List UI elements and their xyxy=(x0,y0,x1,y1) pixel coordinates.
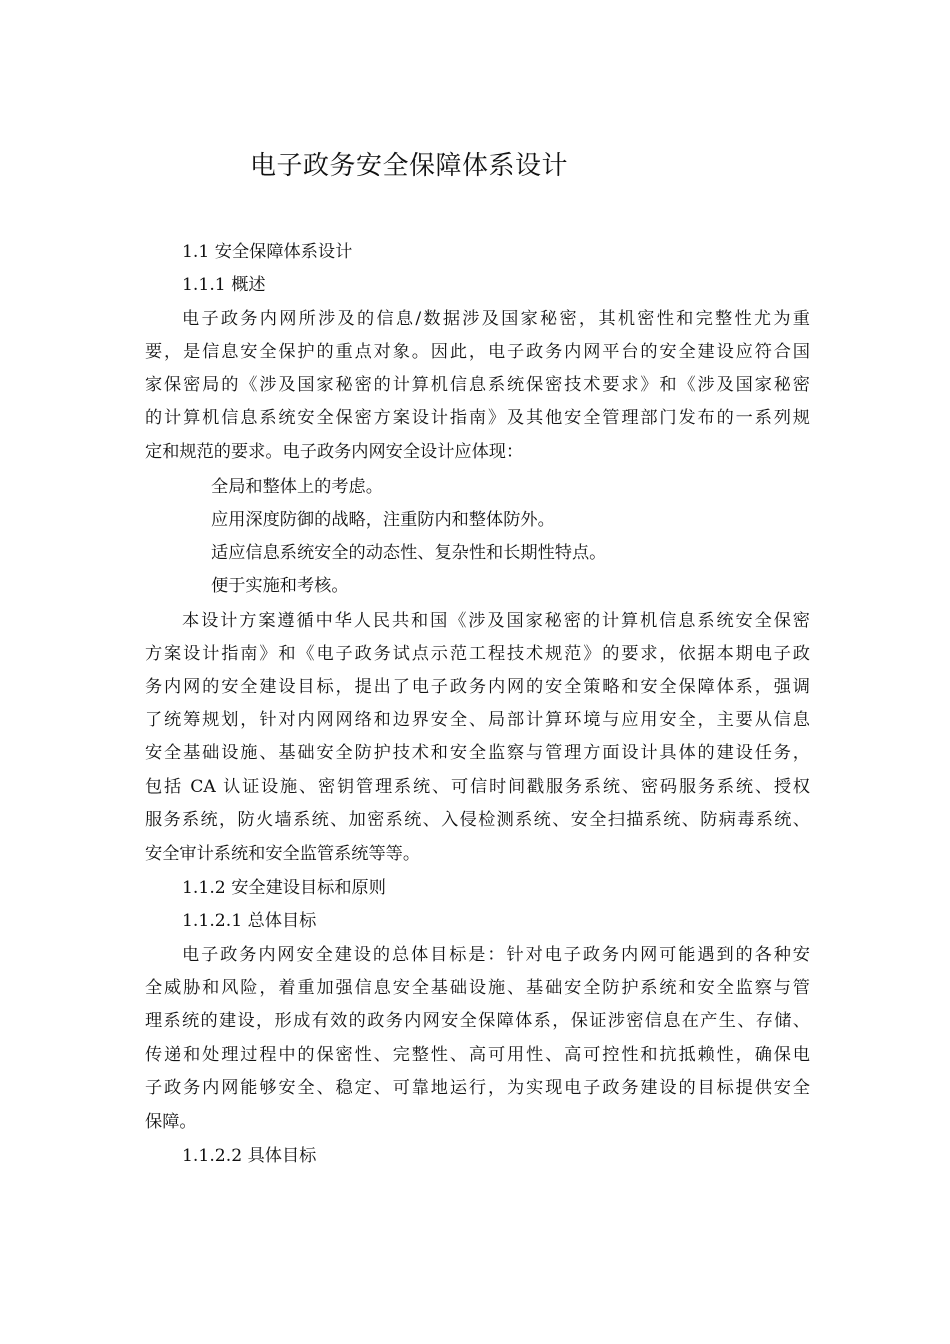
section-heading-1-1-2-1: 1.1.2.1 总体目标 xyxy=(182,911,317,931)
principle-item: 全局和整体上的考虑。 xyxy=(211,477,383,497)
goal-line-5: 子政务内网能够安全、稳定、可靠地运行，为实现电子政务建设的目标提供安全 xyxy=(145,1078,810,1098)
overview-line-5: 定和规范的要求。电子政务内网安全设计应体现： xyxy=(145,442,524,462)
overview-line-3: 家保密局的《涉及国家秘密的计算机信息系统保密技术要求》和《涉及国家秘密 xyxy=(145,375,810,395)
design-line-3: 务内网的安全建设目标，提出了电子政务内网的安全策略和安全保障体系，强调 xyxy=(145,677,810,697)
section-heading-1-1: 1.1 安全保障体系设计 xyxy=(182,242,353,262)
overview-line-4: 的计算机信息系统安全保密方案设计指南》及其他安全管理部门发布的一系列规 xyxy=(145,408,810,428)
goal-line-1: 电子政务内网安全建设的总体目标是：针对电子政务内网可能遇到的各种安 xyxy=(182,945,810,965)
design-line-8: 安全审计系统和安全监管系统等等。 xyxy=(145,844,421,864)
design-line-2: 方案设计指南》和《电子政务试点示范工程技术规范》的要求，依据本期电子政 xyxy=(145,644,810,664)
principle-item: 适应信息系统安全的动态性、复杂性和长期性特点。 xyxy=(211,543,607,563)
goal-line-3: 理系统的建设，形成有效的政务内网安全保障体系，保证涉密信息在产生、存储、 xyxy=(145,1011,810,1031)
goal-line-2: 全威胁和风险，着重加强信息安全基础设施、基础安全防护系统和安全监察与管 xyxy=(145,978,810,998)
goal-line-6: 保障。 xyxy=(145,1112,197,1132)
overview-line-1: 电子政务内网所涉及的信息/数据涉及国家秘密，其机密性和完整性尤为重 xyxy=(182,309,810,329)
design-line-5: 安全基础设施、基础安全防护技术和安全监察与管理方面设计具体的建设任务， xyxy=(145,743,810,763)
design-line-1: 本设计方案遵循中华人民共和国《涉及国家秘密的计算机信息系统安全保密 xyxy=(182,611,810,631)
goal-line-4: 传递和处理过程中的保密性、完整性、高可用性、高可控性和抗抵赖性，确保电 xyxy=(145,1045,810,1065)
section-heading-1-1-2: 1.1.2 安全建设目标和原则 xyxy=(182,878,386,898)
section-heading-1-1-1: 1.1.1 概述 xyxy=(182,275,266,295)
design-line-4: 了统筹规划，针对内网网络和边界安全、局部计算环境与应用安全，主要从信息 xyxy=(145,710,810,730)
design-line-7: 服务系统，防火墙系统、加密系统、入侵检测系统、安全扫描系统、防病毒系统、 xyxy=(145,810,810,830)
section-heading-1-1-2-2: 1.1.2.2 具体目标 xyxy=(182,1146,317,1166)
overview-line-2: 要，是信息安全保护的重点对象。因此，电子政务内网平台的安全建设应符合国 xyxy=(145,342,810,362)
design-line-6: 包括 CA 认证设施、密钥管理系统、可信时间戳服务系统、密码服务系统、授权 xyxy=(145,777,810,797)
principle-item: 便于实施和考核。 xyxy=(211,576,349,596)
page-title: 电子政务安全保障体系设计 xyxy=(250,151,569,181)
principle-item: 应用深度防御的战略，注重防内和整体防外。 xyxy=(211,510,555,530)
